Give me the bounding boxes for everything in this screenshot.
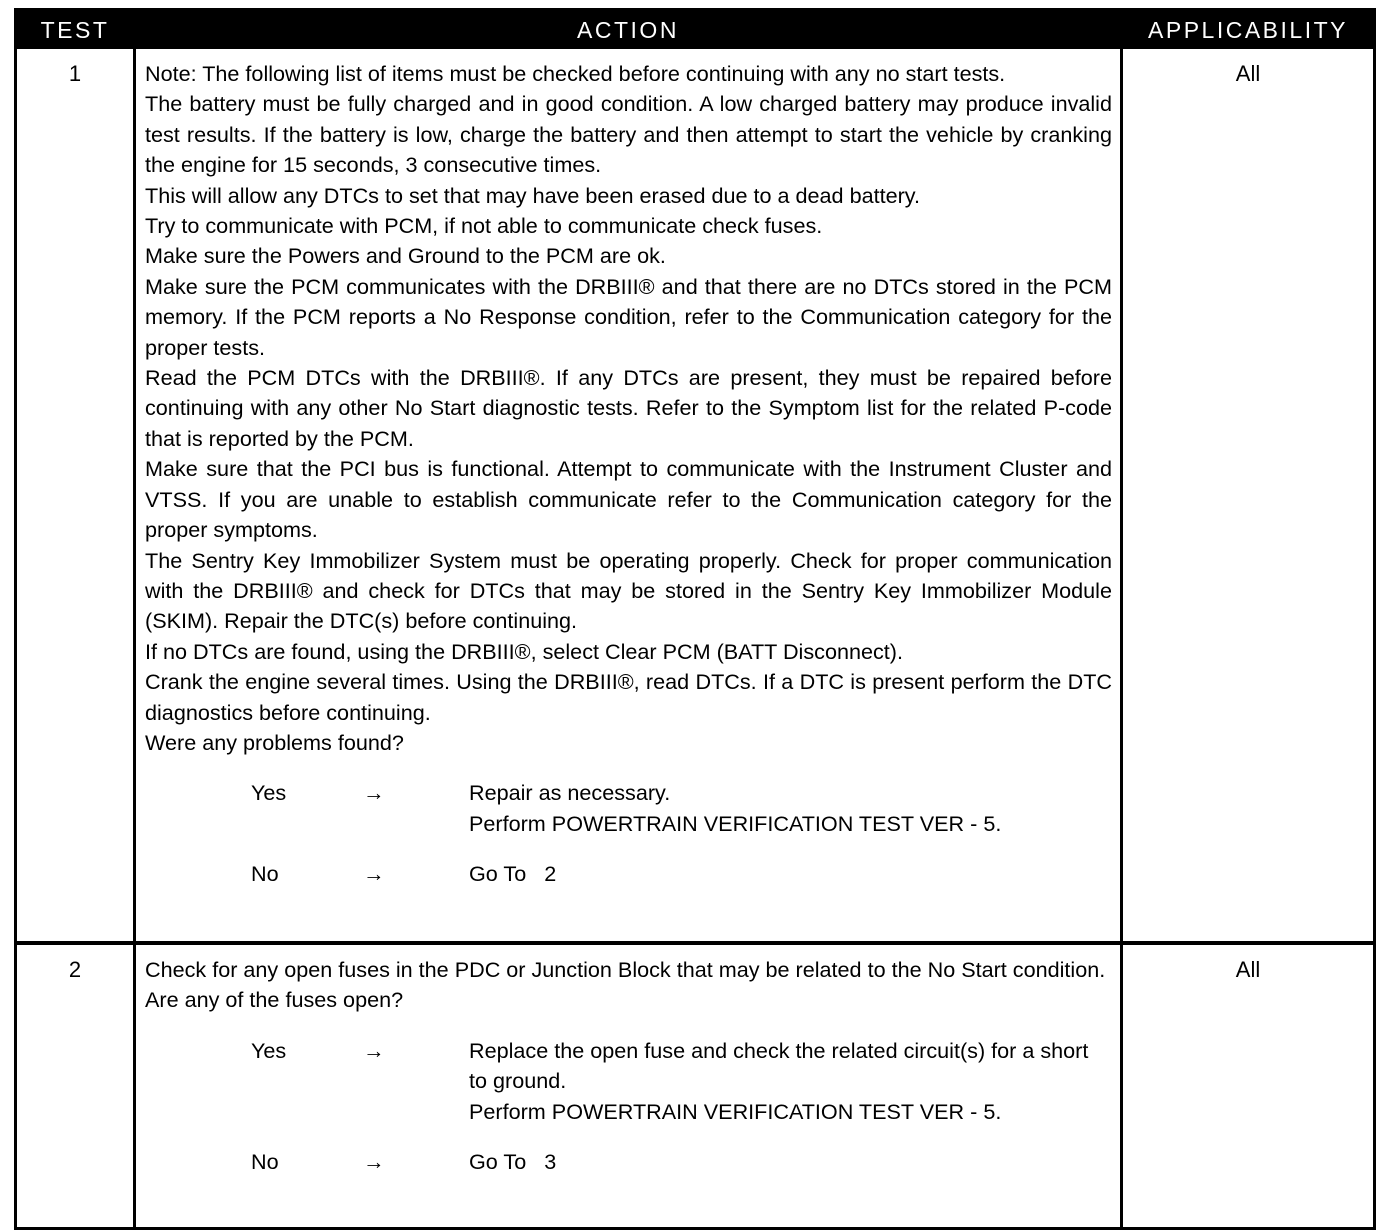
action-paragraph: Note: The following list of items must be checked before continuing with any no start tests. [145,61,1006,86]
action-cell [135,943,1122,1229]
yes-outcome [145,1036,1112,1127]
action-paragraph: Try to communicate with PCM, if not able to communicate check fuses. [145,213,823,239]
yes-result-line: Perform POWERTRAIN VERIFICATION TEST VER - 5. [469,810,1002,836]
no-result-line: Go To 2 [469,861,557,887]
yes-outcome [145,778,1112,839]
action-paragraph: Crank the engine several times. Using the DRBIII®, read DTCs. If a DTC is present perform the DTC diagnostics before continuing. [145,669,1112,725]
yes-result-line: Repair as necessary. [469,780,671,806]
question-text: Are any of the fuses open? [145,987,404,1013]
action-paragraph: Make sure the Powers and Ground to the PCM are ok. [145,243,666,269]
table-header-row [16,10,1375,50]
test-number: 1 [16,49,135,943]
yes-result [469,1036,1112,1127]
action-cell [135,49,1122,943]
applicability-value: All [1235,957,1261,982]
no-result-line: Go To 3 [469,1149,557,1175]
no-outcome [145,859,1112,889]
table-row [16,49,1375,943]
yes-result [469,778,1112,839]
action-paragraph: The battery must be fully charged and in good condition. A low charged battery may produce invalid test results. If the battery is low, charge the battery and then attempt to start the vehicle by cranking the engine for 15 seconds, 3 consecutive times. [145,91,1112,178]
yes-result-line: Perform POWERTRAIN VERIFICATION TEST VER - 5. [469,1098,1002,1124]
no-result [469,859,1112,889]
no-label: No [251,1149,279,1175]
yes-result-line: Replace the open fuse and check the related circuit(s) for a short to ground. [469,1037,1089,1094]
no-label: No [251,861,279,887]
action-paragraph: Make sure the PCM communicates with the DRBIII® and that there are no DTCs stored in the PCM memory. If the PCM reports a No Response condition, refer to the Communication category for the proper tests. [145,273,1112,360]
action-paragraph: The Sentry Key Immobilizer System must be operating properly. Check for proper communication with the DRBIII® and check for DTCs that may be stored in the Sentry Key Immobilizer Module (SKIM). Repair the DTC(s) before continuing. [145,547,1112,634]
right-arrow-icon: → [363,1149,385,1175]
right-arrow-icon: → [363,780,385,806]
yes-label: Yes [251,780,287,806]
action-paragraph: This will allow any DTCs to set that may have been erased due to a dead battery. [145,182,920,208]
header-action: ACTION [135,10,1122,50]
action-paragraph: Read the PCM DTCs with the DRBIII®. If any DTCs are present, they must be repaired before continuing with any other No Start diagnostic tests. Refer to the Symptom list for the related P-code that is reported by the PCM. [145,365,1112,451]
action-paragraph: If no DTCs are found, using the DRBIII®, select Clear PCM (BATT Disconnect). [145,638,903,664]
diagnostic-table [14,8,1376,1230]
header-test: TEST [16,10,135,50]
action-paragraph: Check for any open fuses in the PDC or Junction Block that may be related to the No Start condition. [145,957,1106,982]
table-row [16,943,1375,1229]
right-arrow-icon: → [363,861,385,887]
test-number: 2 [16,943,135,1229]
question-text: Were any problems found? [145,729,404,755]
no-outcome [145,1147,1112,1177]
action-paragraph: Make sure that the PCI bus is functional. Attempt to communicate with the Instrument Cluster and VTSS. If you are unable to establish communicate refer to the Communication category for the proper symptoms. [145,456,1112,543]
right-arrow-icon: → [363,1037,385,1063]
applicability-value: All [1122,49,1375,943]
no-result [469,1147,1112,1177]
yes-label: Yes [251,1037,287,1063]
header-applicability: APPLICABILITY [1122,10,1375,50]
